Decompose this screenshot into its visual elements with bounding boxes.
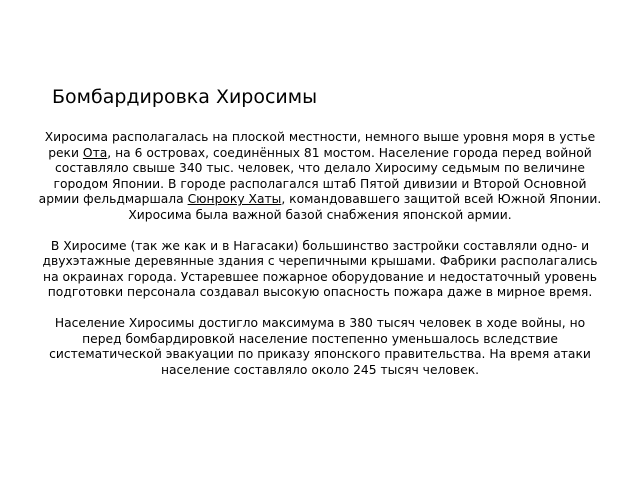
paragraph-buildings: В Хиросиме (так же как и в Нагасаки) большинство застройки составляли одно- и двухэтажные деревянные здания с черепичными крышами. Фабрики располагались на окраинах города. Устаревшее пожарное оборудование и недостаточный уровень подготовки персонала создавал высокую опасность пожара даже в мирное время.	[42, 238, 598, 299]
paragraph-geography-text-3: , командовавшего защитой всей Южной Японии. Хиросима была важной базой снабжения японской армии.	[128, 192, 602, 222]
shunroku-hata-link[interactable]: Сюнроку Хаты	[187, 192, 282, 206]
paragraph-geography-text-2: , на 6 островах, соединённых 81 мостом. Население города перед войной составляло свыше 340 тыс. человек, что делало Хиросиму седьмым по величине городом Японии. В городе располагался штаб Пятой дивизии и Второй Основной армии фельдмаршала	[38, 145, 592, 206]
slide-title: Бомбардировка Хиросимы	[52, 86, 318, 108]
paragraph-geography	[34, 130, 606, 223]
slide-body	[34, 130, 606, 394]
paragraph-geography-text-1: Хиросима располагалась на плоской местности, немного выше уровня моря в устье реки	[44, 130, 596, 160]
ota-river-link[interactable]: Ота	[82, 145, 108, 160]
paragraph-population: Население Хиросимы достигло максимума в 380 тысяч человек в ходе войны, но перед бомбардировкой население постепенно уменьшалось вследствие систематической эвакуации по приказу японского правительства. На время атаки население составляло около 245 тысяч человек.	[49, 316, 591, 377]
